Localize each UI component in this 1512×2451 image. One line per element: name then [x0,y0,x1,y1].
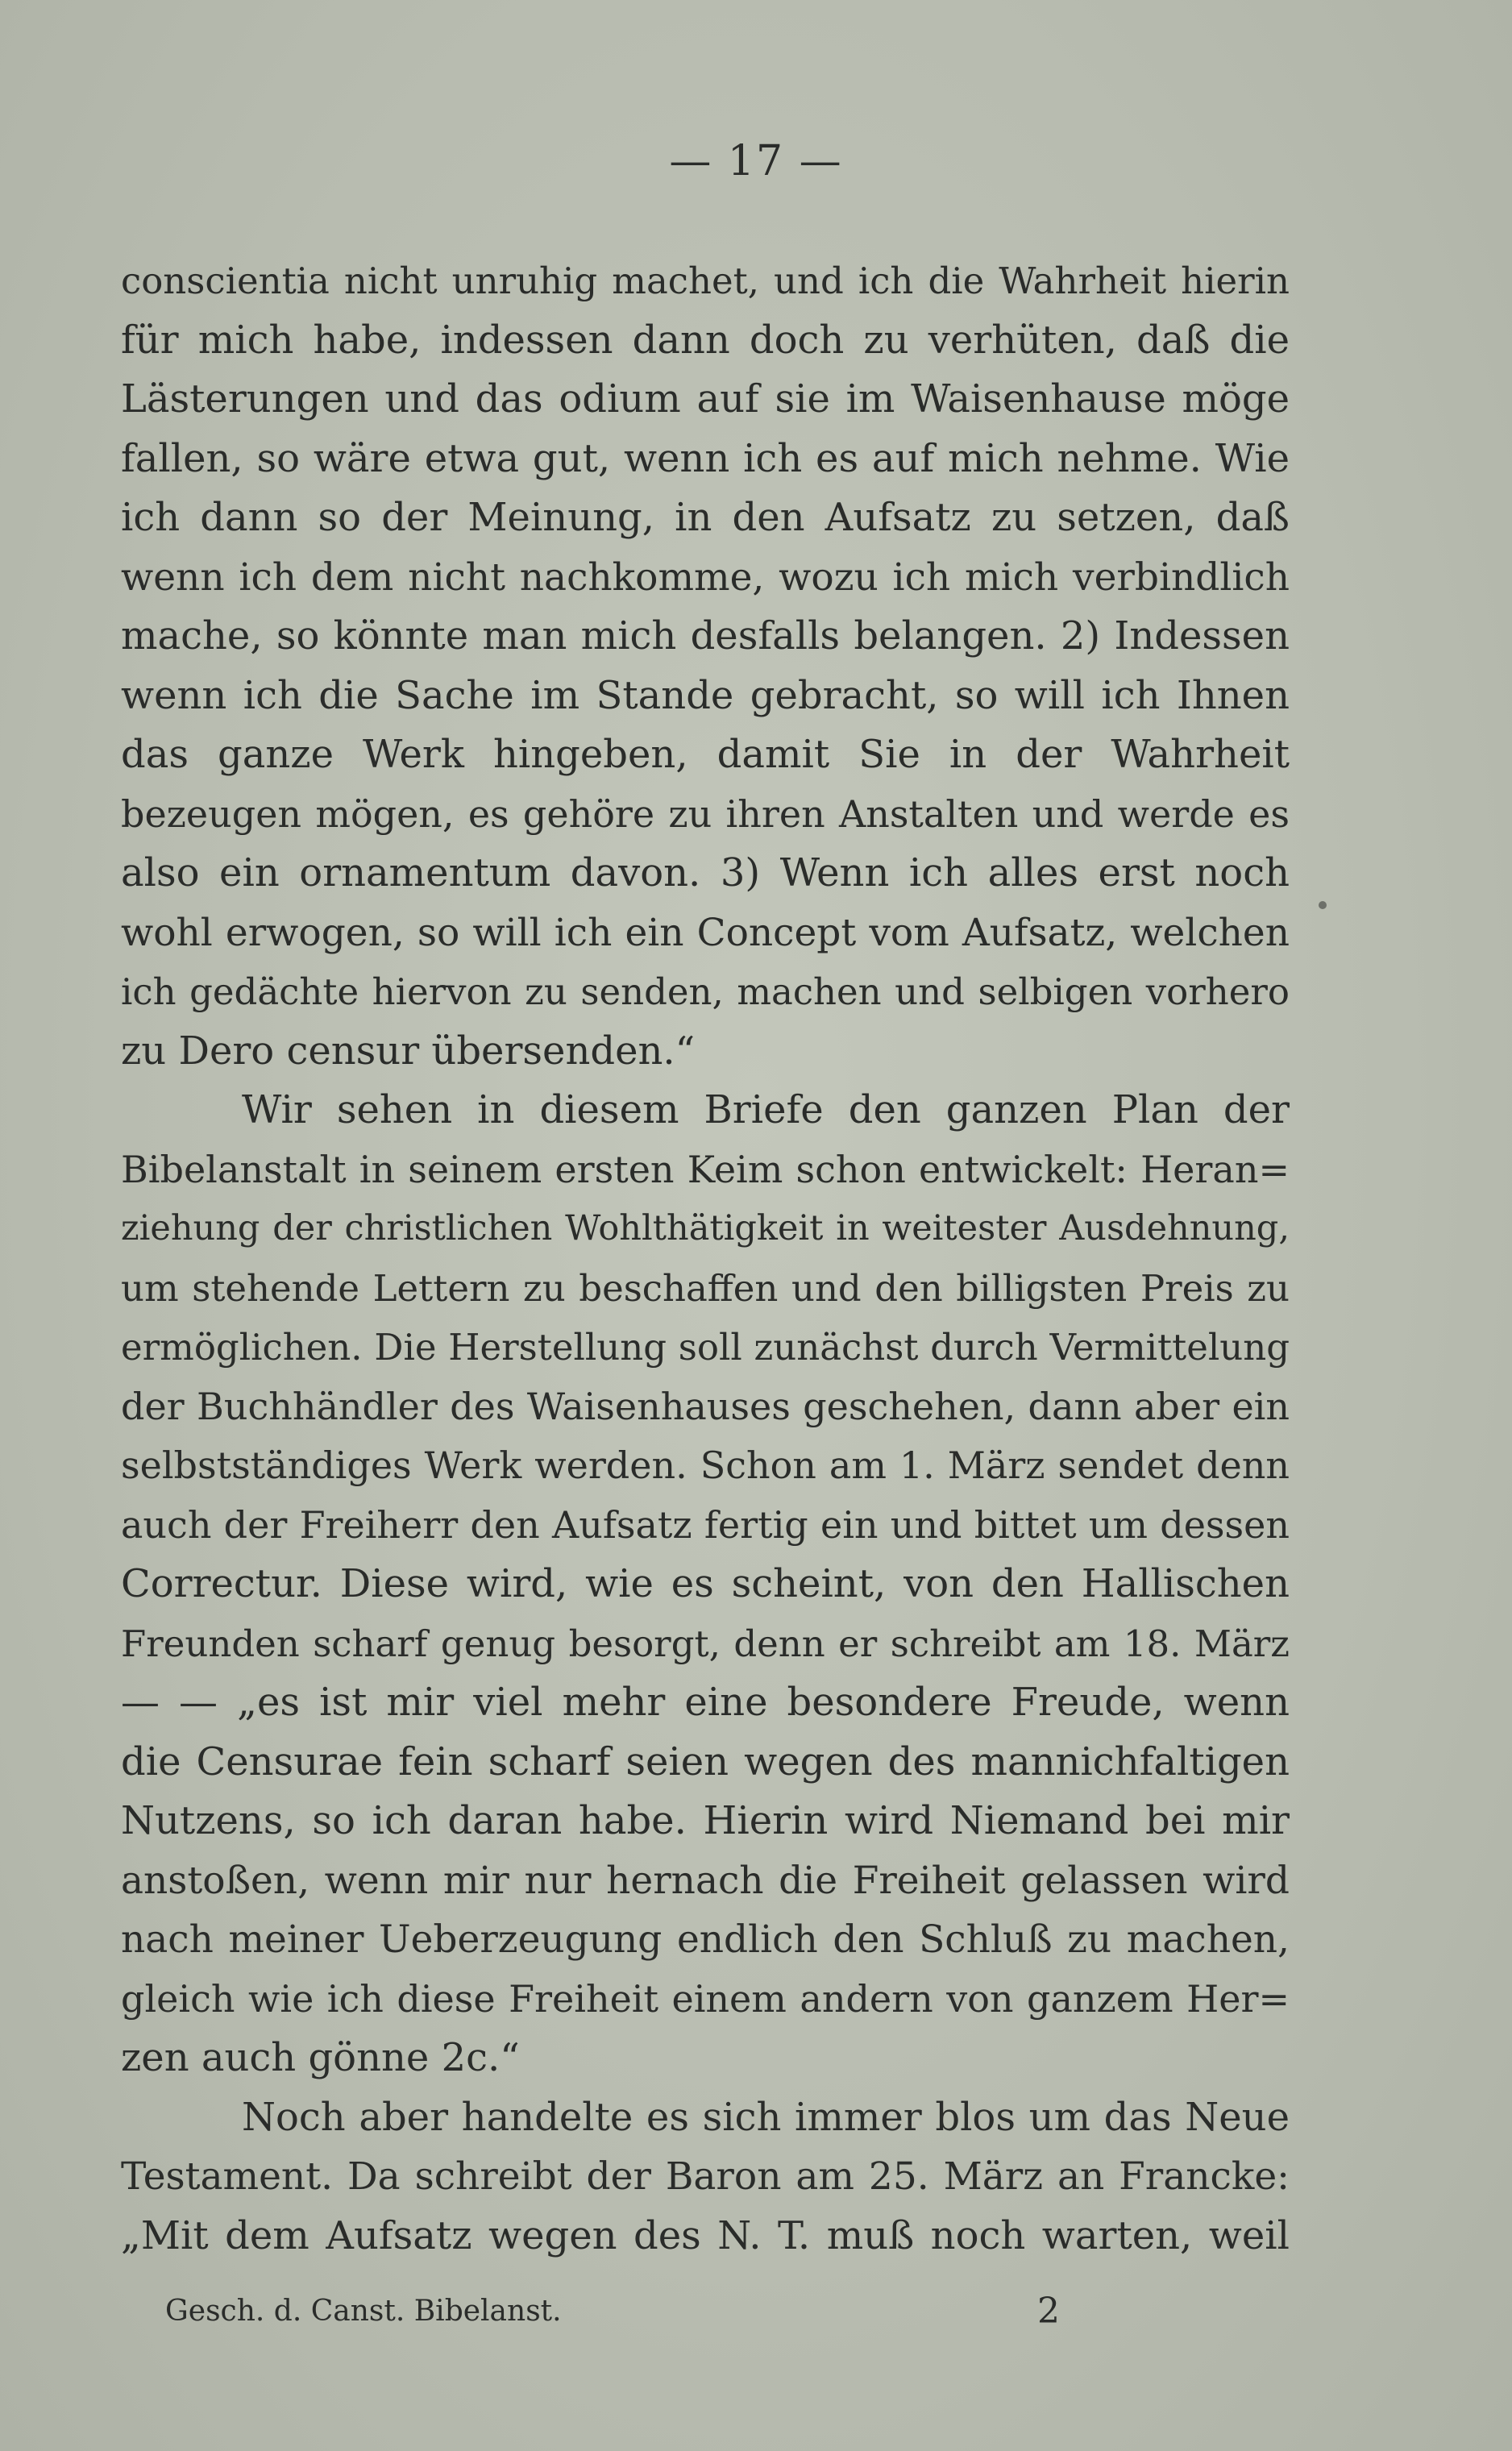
page-number: — 17 — [669,137,843,185]
text-line: Testament. Da schreibt der Baron am 25. März an Francke: [121,2154,1290,2199]
text-line: — — „es ist mir viel mehr eine besondere Freude, wenn [121,1680,1290,1725]
text-line: also ein ornamentum davon. 3) Wenn ich alles erst noch [121,850,1290,895]
sheet-number: 2 [1037,2291,1060,2332]
text-line: wenn ich dem nicht nachkomme, wozu ich mich verbindlich [121,555,1290,600]
text-line: zu Dero censur übersenden.“ [121,1028,696,1074]
body-text [121,251,1290,2266]
text-line: für mich habe, indessen dann doch zu verhüten, daß die [121,317,1290,363]
text-line: Freunden scharf genug besorgt, denn er schreibt am 18. März [121,1622,1290,1665]
text-line: nach meiner Ueberzeugung endlich den Schluß zu machen, [121,1917,1290,1962]
text-line: Bibelanstalt in seinem ersten Keim schon entwickelt: Heran= [121,1147,1290,1191]
text-line: Nutzens, so ich daran habe. Hierin wird Niemand bei mir [121,1798,1290,1843]
text-line: zen auch gönne 2c.“ [121,2035,520,2080]
text-line: ich dann so der Meinung, in den Aufsatz zu setzen, daß [121,495,1290,540]
text-line: wohl erwogen, so will ich ein Concept vom Aufsatz, welchen [121,910,1290,955]
text-line: der Buchhändler des Waisenhauses geschehen, dann aber ein [121,1384,1290,1428]
printer-signature: Gesch. d. Canst. Bibelanst. [165,2295,562,2328]
text-line: wenn ich die Sache im Stande gebracht, so will ich Ihnen [121,672,1290,718]
text-line: um stehende Lettern zu beschaffen und den billigsten Preis zu [121,1266,1290,1310]
paragraph-start-line: Noch aber handelte es sich immer blos um das Neue [242,2094,1290,2140]
text-line: fallen, so wäre etwa gut, wenn ich es auf mich nehme. Wie [121,435,1290,481]
text-line: Correctur. Diese wird, wie es scheint, von den Hallischen [121,1561,1290,1606]
text-line: Lästerungen und das odium auf sie im Waisenhause möge [121,376,1290,422]
text-line: selbstständiges Werk werden. Schon am 1. März sendet denn [121,1444,1290,1487]
page-footer [165,2287,1060,2336]
text-line: mache, so könnte man mich desfalls belangen. 2) Indessen [121,613,1290,658]
text-line: ermöglichen. Die Herstellung soll zunächst durch Vermittelung [121,1326,1290,1369]
paragraph-start-line: Wir sehen in diesem Briefe den ganzen Plan der [242,1087,1290,1132]
text-line: ziehung der christlichen Wohlthätigkeit in weitester Ausdehnung, [121,1208,1290,1248]
text-line: ich gedächte hiervon zu senden, machen und selbigen vorhero [121,970,1290,1013]
text-line: anstoßen, wenn mir nur hernach die Freiheit gelassen wird [121,1858,1290,1903]
text-line: bezeugen mögen, es gehöre zu ihren Anstalten und werde es [121,791,1290,836]
text-line: das ganze Werk hingeben, damit Sie in der Wahrheit [121,732,1290,777]
ink-speck [1319,901,1327,909]
text-line: gleich wie ich diese Freiheit einem andern von ganzem Her= [121,1976,1290,2021]
text-line: conscientia nicht unruhig machet, und ich die Wahrheit hierin [121,260,1290,302]
text-line: auch der Freiherr den Aufsatz fertig ein und bittet um dessen [121,1502,1290,1547]
text-line: „Mit dem Aufsatz wegen des N. T. muß noch warten, weil [121,2212,1290,2258]
text-line: die Censurae fein scharf seien wegen des mannichfaltigen [121,1739,1290,1784]
